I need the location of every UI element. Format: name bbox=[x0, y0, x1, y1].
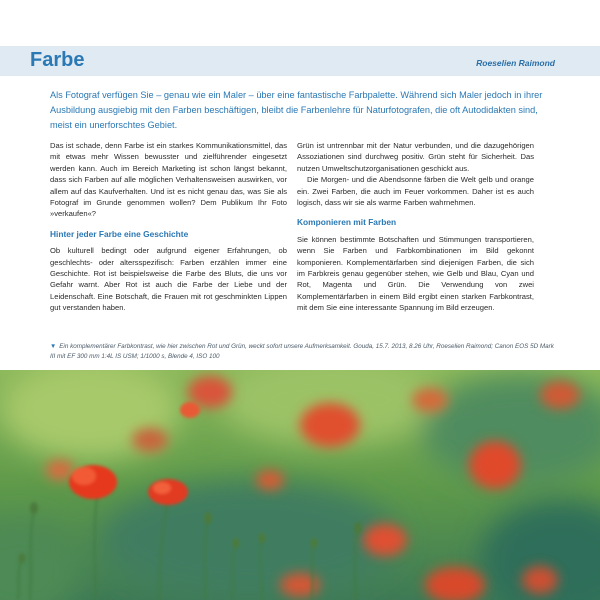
page-title: Farbe bbox=[30, 49, 85, 71]
right-paragraph-1: Grün ist untrennbar mit der Natur verbunden, und die dazugehörigen Assoziationen sind durchweg positiv. Grün steht für Sicherheit. Das nutzen Umweltschutzorganisationen geschickt aus. bbox=[297, 141, 534, 173]
section-heading-geschichte: Hinter jeder Farbe eine Geschichte bbox=[50, 228, 189, 239]
caption-triangle-icon: ▼ bbox=[50, 343, 57, 350]
photo-caption bbox=[50, 342, 560, 361]
page-top-margin bbox=[0, 0, 600, 46]
left-column bbox=[50, 140, 287, 314]
right-paragraph-2: Die Morgen- und die Abendsonne färben die Welt gelb und orange ein. Zwei Farben, die auch im Feuer vorkommen. Daher ist es auch logisch, dass wir sie als warme Farben wahrnehmen. bbox=[297, 175, 534, 208]
poppy-photo-illustration bbox=[0, 370, 600, 600]
left-paragraph-1: Das ist schade, denn Farbe ist ein starkes Kommunikationsmittel, das mit etwas mehr Wissen bewusster und zielführender eingesetzt werden kann. Auch im Bereich Marketing ist schon längst bekannt, dass sich Farben auf alle möglichen Verhaltensweisen auswirken, vor allem auf das Kaufverhalten. Und ist es nicht genau das, was Sie als Fotograf im Grunde genommen wollen? Dem Publikum Ihr Foto »verkaufen«? bbox=[50, 141, 287, 219]
lead-paragraph: Als Fotograf verfügen Sie – genau wie ein Maler – über eine fantastische Farbpalette. Während sich Maler jedoch in ihrer Ausbildung ausgiebig mit den Farben beschäftigen, bleibt die Farbenlehre für Naturfotografen, die oft Autodidakten sind, meist ein unerforschtes Gebiet. bbox=[50, 90, 543, 130]
right-column bbox=[297, 140, 534, 314]
right-paragraph-3: Sie können bestimmte Botschaften und Stimmungen transportieren, wenn Sie Farben und Farbkombinationen im Bild gekonnt komponieren. Komplementärfarben sind diejenigen Farben, die sich im Farbkreis genau gegenüber stehen, wie Gelb und Blau, Cyan und Rot, Magenta und Grün. Die Verwendung von zwei Komplementärfarben in einem Bild ergibt einen starken Farbkontrast, mit dem Sie eine interessante Spannung im Bild erzeugen. bbox=[297, 234, 534, 313]
author-name: Roeselien Raimond bbox=[476, 58, 555, 68]
section-heading-komponieren: Komponieren mit Farben bbox=[297, 217, 397, 228]
caption-text: Ein komplementärer Farbkontrast, wie hier zwischen Rot und Grün, weckt sofort unsere Aufmerksamkeit. Gouda, 15.7. 2013, 8.26 Uhr, Roeselien Raimond; Canon EOS 5D Mark III mit EF 300 mm 1:4L IS USM; 1/1000 s, Blende 4, ISO 100 bbox=[50, 343, 554, 360]
left-paragraph-2: Ob kulturell bedingt oder aufgrund eigener Erfahrungen, ob geschlechts- oder altersspezifisch: Farben erzählen immer eine Geschichte. Rot ist beispielsweise die Farbe des Bluts, die uns vor Gefahr warnt. Aber Rot ist auch die Farbe der Liebe und der Leidenschaft. Eine Botschaft, die Frauen mit rot geschminkten Lippen gut verstanden haben. bbox=[50, 246, 287, 313]
poppy-photo bbox=[0, 370, 600, 600]
